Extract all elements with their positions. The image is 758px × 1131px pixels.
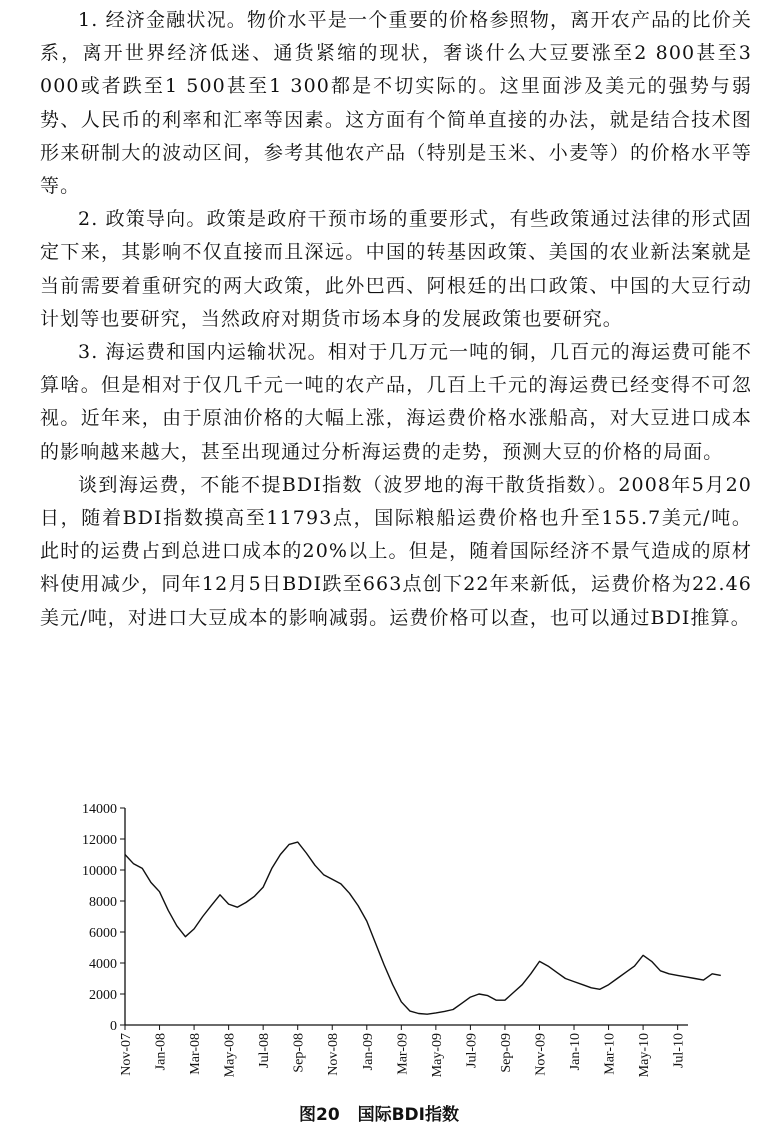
figure-title: 国际BDI指数: [357, 1105, 459, 1125]
bdi-series-line: [125, 842, 721, 1014]
x-tick-label: May-09: [429, 1033, 445, 1078]
bdi-line-chart: [40, 790, 730, 1090]
x-tick-label: Jul-10: [671, 1033, 687, 1068]
x-tick-label: Jan-09: [360, 1033, 376, 1071]
x-tick-label: Nov-08: [326, 1033, 342, 1076]
y-tick-label: 2000: [89, 988, 117, 1003]
y-tick-label: 10000: [82, 864, 117, 879]
paragraph-economic-finance: 1. 经济金融状况。物价水平是一个重要的价格参照物，离开农产品的比价关系，离开世界经济低迷、通货紧缩的现状，奢谈什么大豆要涨至2 800甚至3 000或者跌至1 500甚至1 300都是不切实际的。这里面涉及美元的强势与弱势、人民币的利率和汇率等因素。这方面有个简单直接的办法，就是结合技术图形来研制大的波动区间，参考其他农产品（特别是玉米、小麦等）的价格水平等等。: [40, 9, 752, 198]
x-tick-label: Sep-09: [498, 1033, 514, 1073]
x-axis: [119, 1025, 688, 1077]
y-tick-label: 6000: [89, 926, 117, 941]
x-tick-label: Mar-10: [602, 1033, 618, 1075]
x-tick-label: Nov-09: [533, 1033, 549, 1076]
figure-caption: [0, 1100, 758, 1125]
x-tick-label: Mar-08: [188, 1033, 204, 1075]
paragraph-bdi-index: 谈到海运费，不能不提BDI指数（波罗地的海干散货指数）。2008年5月20日，随着BDI指数摸高至11793点，国际粮船运费价格也升至155.7美元/吨。此时的运费占到总进口成本的20%以上。但是，随着国际经济不景气造成的原材料使用减少，同年12月5日BDI跌至663点创下22年来新低，运费价格为22.46美元/吨，对进口大豆成本的影响减弱。运费价格可以查，也可以通过BDI推算。: [40, 473, 752, 629]
x-tick-label: Jul-09: [464, 1033, 480, 1068]
y-tick-label: 8000: [89, 895, 117, 910]
body-text: [40, 4, 752, 635]
paragraph-freight-transport: 3. 海运费和国内运输状况。相对于几万元一吨的铜，几百元的海运费可能不算啥。但是相对于仅几千元一吨的农产品，几百上千元的海运费已经变得不可忽视。近年来，由于原油价格的大幅上涨，海运费价格水涨船高，对大豆进口成本的影响越来越大，甚至出现通过分析海运费的走势，预测大豆的价格的局面。: [40, 341, 752, 463]
x-tick-label: Jul-08: [257, 1033, 273, 1068]
x-tick-label: Jan-08: [153, 1033, 169, 1071]
paragraph-policy-guidance: 2. 政策导向。政策是政府干预市场的重要形式，有些政策通过法律的形式固定下来，其影响不仅直接而且深远。中国的转基因政策、美国的农业新法案就是当前需要着重研究的两大政策，此外巴西、阿根廷的出口政策、中国的大豆行动计划等也要研究，当然政府对期货市场本身的发展政策也要研究。: [40, 208, 752, 330]
x-tick-label: May-08: [222, 1033, 238, 1078]
y-tick-label: 14000: [82, 802, 117, 817]
x-tick-label: Nov-07: [119, 1033, 134, 1076]
y-axis: [82, 802, 125, 1034]
y-tick-label: 12000: [82, 833, 117, 848]
x-tick-label: Mar-09: [395, 1033, 411, 1075]
y-tick-label: 4000: [89, 957, 117, 972]
x-tick-label: Sep-08: [291, 1033, 307, 1073]
x-tick-label: Jan-10: [568, 1033, 584, 1071]
figure-number: 图20: [299, 1105, 340, 1125]
x-tick-label: May-10: [637, 1033, 653, 1078]
plot-lines: [125, 842, 721, 1014]
y-tick-label: 0: [110, 1019, 117, 1034]
